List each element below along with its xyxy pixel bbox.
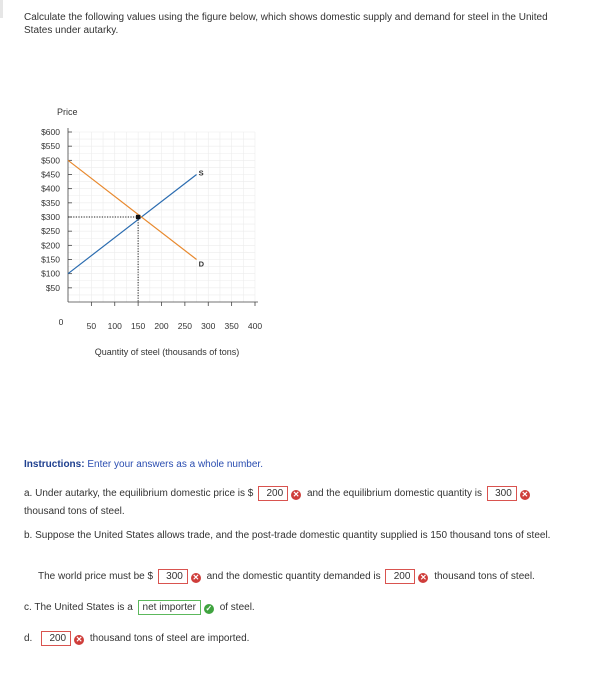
question-d-prefix: d. <box>24 633 33 644</box>
y-tick-label: $500 <box>41 155 60 166</box>
x-tick-label: 50 <box>86 321 97 331</box>
y-tick-label: $50 <box>45 282 60 293</box>
y-tick-label: $600 <box>41 127 60 137</box>
x-circle-icon: ✕ <box>192 573 200 582</box>
y-tick-label: $100 <box>41 268 60 279</box>
origin-label: 0 <box>58 317 64 327</box>
y-tick-label: $200 <box>41 240 60 251</box>
answer-d-imports-input[interactable]: 200 <box>41 631 71 646</box>
answer-a-quantity-input[interactable]: 300 <box>487 486 517 501</box>
supply-demand-chart <box>0 95 300 370</box>
y-tick-label: $150 <box>41 254 60 265</box>
y-tick-label: $300 <box>41 212 60 222</box>
question-a-text-1: a. Under autarky, the equilibrium domestic price is $ <box>24 488 254 499</box>
y-tick-label: $400 <box>41 183 60 194</box>
question-b: b. Suppose the United States allows trade, and the post-trade domestic quantity supplied is 150 thousand tons of steel. <box>24 530 551 541</box>
question-c-text-1: c. The United States is a <box>24 602 133 613</box>
x-axis-label: Quantity of steel (thousands of tons) <box>94 347 240 357</box>
x-tick-label: 350 <box>224 321 239 331</box>
question-c-text-2: of steel. <box>219 602 255 613</box>
instructions <box>24 459 263 470</box>
answer-a-price-input[interactable]: 200 <box>258 486 288 501</box>
answer-c-status-select[interactable]: net importer <box>138 600 201 615</box>
question-b2-text-2: and the domestic quantity demanded is <box>206 571 381 582</box>
series-label-d: D <box>198 259 204 269</box>
x-tick-label: 250 <box>177 321 192 331</box>
question-a-text-2: and the equilibrium domestic quantity is <box>306 488 483 499</box>
question-d-text: thousand tons of steel are imported. <box>89 633 250 644</box>
x-tick-label: 200 <box>154 321 169 331</box>
x-tick-label: 100 <box>107 321 122 331</box>
question-b2-text-3: thousand tons of steel. <box>434 571 535 582</box>
y-tick-label: $450 <box>41 169 60 180</box>
question-b2 <box>38 569 588 584</box>
equilibrium-point <box>136 215 140 219</box>
x-circle-icon: ✕ <box>420 573 427 582</box>
question-d <box>24 631 249 646</box>
y-tick-label: $250 <box>41 226 60 237</box>
check-circle-icon: ✓ <box>205 604 213 613</box>
question-intro: Calculate the following values using the figure below, which shows domestic supply and demand for steel in the United States under autarky. <box>24 12 548 36</box>
x-tick-label: 400 <box>247 321 263 331</box>
x-circle-icon: ✕ <box>292 490 300 499</box>
x-tick-label: 300 <box>201 321 216 331</box>
question-a <box>24 486 584 518</box>
instructions-label: Instructions: <box>24 459 85 470</box>
y-tick-label: $550 <box>41 141 60 152</box>
question-a-text-3: thousand tons of steel. <box>24 506 125 517</box>
x-circle-icon: ✕ <box>75 635 83 644</box>
question-c <box>24 600 255 615</box>
y-axis-label: Price <box>57 107 78 117</box>
series-label-s: S <box>198 168 204 178</box>
answer-b-quantity-demanded-input[interactable]: 200 <box>385 569 415 584</box>
left-divider <box>0 0 3 18</box>
answer-b-world-price-input[interactable]: 300 <box>158 569 188 584</box>
question-b2-text-1: The world price must be $ <box>38 571 154 582</box>
x-tick-label: 150 <box>131 321 146 331</box>
x-circle-icon: ✕ <box>521 490 529 499</box>
instructions-text: Enter your answers as a whole number. <box>87 459 263 470</box>
y-tick-label: $350 <box>41 197 60 208</box>
